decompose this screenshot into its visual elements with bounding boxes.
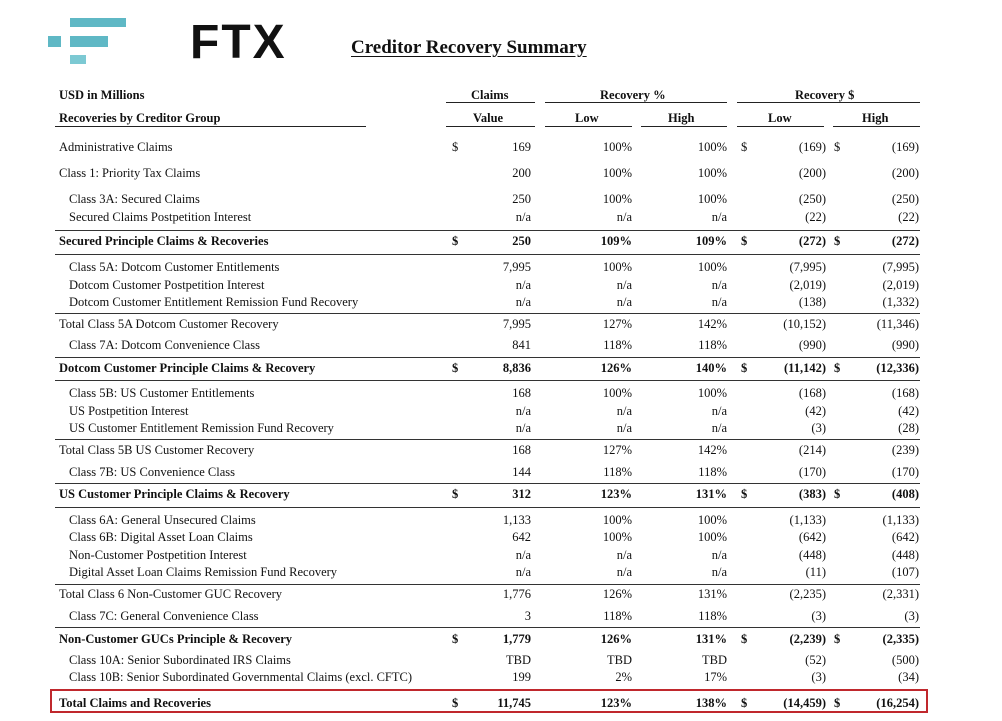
cell-ph: 100%	[697, 140, 727, 154]
cell-pl: 118%	[603, 338, 632, 352]
cell-pl: 126%	[602, 587, 632, 601]
cell-v: 199	[512, 670, 531, 684]
cell-rl: (138)	[798, 295, 826, 309]
cell-rh: (2,331)	[882, 587, 919, 601]
row-label: Non-Customer Postpetition Interest	[69, 548, 247, 562]
cell-v: 841	[512, 338, 531, 352]
cell-ph: 118%	[698, 465, 727, 479]
cell-ph: n/a	[711, 210, 727, 224]
cell-v: 1,779	[502, 632, 531, 646]
cell-pl: 123%	[600, 696, 632, 710]
cell-rl: (2,019)	[789, 278, 826, 292]
cell-pl: 126%	[600, 632, 632, 646]
cell-rh: (2,019)	[882, 278, 919, 292]
usd-high-rule	[833, 126, 920, 127]
cell-rl: (2,239)	[789, 632, 826, 646]
cell-rl: (3)	[811, 421, 826, 435]
cell-pl: n/a	[616, 295, 632, 309]
cell-pl: n/a	[616, 404, 632, 418]
row-label: Secured Claims Postpetition Interest	[69, 210, 252, 224]
cell-rh: (250)	[891, 192, 919, 206]
cell-rh: (34)	[898, 670, 919, 684]
cell-rh: (2,335)	[882, 632, 919, 646]
cell-pl: 100%	[602, 166, 632, 180]
cell-ph: 118%	[698, 338, 727, 352]
cell-rl: (3)	[811, 609, 826, 623]
cell-rh: (448)	[891, 548, 919, 562]
recovery-pct-header: Recovery %	[600, 88, 666, 102]
currency-symbol: $	[834, 361, 841, 375]
cell-rh: (28)	[898, 421, 919, 435]
row-label: Total Class 6 Non-Customer GUC Recovery	[59, 587, 283, 601]
cell-pl: 127%	[602, 443, 632, 457]
cell-ph: 100%	[697, 513, 727, 527]
page-title: Creditor Recovery Summary	[351, 37, 587, 58]
row-label: Class 6B: Digital Asset Loan Claims	[69, 530, 253, 544]
row-label: US Customer Entitlement Remission Fund Recovery	[69, 421, 334, 435]
cell-v: 168	[512, 386, 531, 400]
cell-ph: 100%	[697, 166, 727, 180]
cell-rh: (239)	[891, 443, 919, 457]
currency-symbol: $	[834, 487, 841, 501]
cell-rl: (200)	[798, 166, 826, 180]
row-separator	[55, 230, 920, 231]
cell-ph: n/a	[711, 565, 727, 579]
row-separator	[55, 439, 920, 440]
cell-rl: (52)	[805, 653, 826, 667]
row-separator	[55, 584, 920, 585]
cell-rl: (14,459)	[783, 696, 826, 710]
cell-v: 169	[512, 140, 531, 154]
brand-name: FTX	[190, 16, 287, 69]
row-label: Total Class 5B US Customer Recovery	[59, 443, 255, 457]
claims-header: Claims	[471, 88, 509, 102]
row-label: Dotcom Customer Postpetition Interest	[69, 278, 265, 292]
cell-pl: TBD	[607, 653, 632, 667]
value-header: Value	[473, 111, 504, 125]
cell-v: n/a	[515, 421, 531, 435]
cell-pl: n/a	[616, 421, 632, 435]
cell-ph: n/a	[711, 278, 727, 292]
units-label: USD in Millions	[59, 88, 145, 102]
recovery-usd-header: Recovery $	[795, 88, 855, 102]
row-separator	[55, 507, 920, 508]
cell-rl: (169)	[798, 140, 826, 154]
currency-symbol: $	[741, 361, 748, 375]
currency-symbol: $	[834, 234, 841, 248]
cell-pl: 123%	[600, 487, 632, 501]
row-label: US Postpetition Interest	[69, 404, 189, 418]
row-label: Class 7B: US Convenience Class	[69, 465, 235, 479]
cell-v: 11,745	[497, 696, 531, 710]
cell-rl: (2,235)	[789, 587, 826, 601]
currency-symbol: $	[452, 140, 459, 154]
cell-rl: (11,142)	[783, 361, 826, 375]
cell-rl: (7,995)	[789, 260, 826, 274]
cell-rh: (42)	[898, 404, 919, 418]
row-label: Total Class 5A Dotcom Customer Recovery	[59, 317, 279, 331]
cell-rh: (107)	[891, 565, 919, 579]
value-rule	[446, 126, 535, 127]
cell-rh: (1,133)	[882, 513, 919, 527]
group-header: Recoveries by Creditor Group	[59, 111, 221, 125]
cell-ph: 100%	[697, 386, 727, 400]
cell-ph: n/a	[711, 404, 727, 418]
recovery-pct-rule	[545, 102, 727, 103]
row-label: Total Claims and Recoveries	[59, 696, 211, 710]
cell-pl: 118%	[603, 609, 632, 623]
currency-symbol: $	[834, 632, 841, 646]
ftx-logo	[48, 16, 287, 69]
ftx-logo-icon	[48, 18, 128, 64]
cell-v: 642	[512, 530, 531, 544]
cell-pl: 100%	[602, 260, 632, 274]
row-label: Dotcom Customer Entitlement Remission Fund Recovery	[69, 295, 359, 309]
cell-v: 312	[512, 487, 531, 501]
cell-rl: (10,152)	[783, 317, 826, 331]
cell-rh: (3)	[904, 609, 919, 623]
cell-v: 144	[512, 465, 531, 479]
cell-rl: (448)	[798, 548, 826, 562]
cell-ph: 109%	[695, 234, 727, 248]
cell-v: 250	[512, 234, 531, 248]
cell-pl: 126%	[600, 361, 632, 375]
cell-rl: (22)	[805, 210, 826, 224]
pct-high-rule	[641, 126, 727, 127]
row-label: Class 7C: General Convenience Class	[69, 609, 259, 623]
cell-v: 3	[524, 609, 531, 623]
cell-pl: 100%	[602, 386, 632, 400]
row-separator	[55, 380, 920, 381]
cell-ph: 138%	[695, 696, 727, 710]
row-label: Class 10B: Senior Subordinated Governmental Claims (excl. CFTC)	[69, 670, 413, 684]
cell-rh: (200)	[891, 166, 919, 180]
cell-v: 8,836	[502, 361, 531, 375]
cell-rh: (500)	[891, 653, 919, 667]
cell-pl: 109%	[600, 234, 632, 248]
cell-ph: n/a	[711, 295, 727, 309]
cell-ph: n/a	[711, 421, 727, 435]
row-label: Class 6A: General Unsecured Claims	[69, 513, 256, 527]
cell-rh: (22)	[898, 210, 919, 224]
cell-rl: (250)	[798, 192, 826, 206]
row-label: Secured Principle Claims & Recoveries	[59, 234, 269, 248]
currency-symbol: $	[741, 140, 748, 154]
cell-rl: (168)	[798, 386, 826, 400]
row-label: Class 3A: Secured Claims	[69, 192, 200, 206]
row-label: Class 10A: Senior Subordinated IRS Claims	[69, 653, 291, 667]
cell-ph: 100%	[697, 192, 727, 206]
cell-v: n/a	[515, 210, 531, 224]
cell-rh: (7,995)	[882, 260, 919, 274]
currency-symbol: $	[741, 632, 748, 646]
cell-rh: (642)	[891, 530, 919, 544]
usd-low-rule	[737, 126, 824, 127]
cell-ph: 17%	[704, 670, 727, 684]
cell-ph: 131%	[697, 587, 727, 601]
currency-symbol: $	[452, 487, 459, 501]
cell-v: n/a	[515, 548, 531, 562]
currency-symbol: $	[452, 632, 459, 646]
cell-rh: (408)	[891, 487, 919, 501]
cell-rl: (383)	[798, 487, 826, 501]
row-label: Non-Customer GUCs Principle & Recovery	[59, 632, 293, 646]
cell-rh: (169)	[891, 140, 919, 154]
cell-pl: 127%	[602, 317, 632, 331]
cell-rh: (1,332)	[882, 295, 919, 309]
row-label: Administrative Claims	[59, 140, 173, 154]
cell-ph: n/a	[711, 548, 727, 562]
usd-low-header: Low	[768, 111, 792, 125]
row-separator	[55, 627, 920, 628]
cell-v: n/a	[515, 404, 531, 418]
cell-pl: 100%	[602, 513, 632, 527]
row-label: Class 5B: US Customer Entitlements	[69, 386, 255, 400]
cell-pl: 2%	[615, 670, 632, 684]
currency-symbol: $	[452, 234, 459, 248]
row-label: US Customer Principle Claims & Recovery	[59, 487, 290, 501]
cell-rl: (214)	[798, 443, 826, 457]
cell-rl: (11)	[805, 565, 826, 579]
cell-rh: (990)	[891, 338, 919, 352]
pct-low-header: Low	[575, 111, 599, 125]
cell-v: 1,133	[502, 513, 531, 527]
row-separator	[55, 357, 920, 358]
usd-high-header: High	[862, 111, 889, 125]
cell-rh: (170)	[891, 465, 919, 479]
cell-ph: 100%	[697, 530, 727, 544]
currency-symbol: $	[741, 234, 748, 248]
cell-pl: n/a	[616, 565, 632, 579]
cell-rl: (642)	[798, 530, 826, 544]
cell-ph: 140%	[695, 361, 727, 375]
total-highlight-box	[50, 689, 928, 713]
cell-pl: 100%	[602, 192, 632, 206]
cell-rl: (170)	[798, 465, 826, 479]
row-separator	[55, 483, 920, 484]
cell-ph: 100%	[697, 260, 727, 274]
cell-v: 7,995	[502, 260, 531, 274]
cell-v: 200	[512, 166, 531, 180]
recovery-usd-rule	[737, 102, 920, 103]
cell-ph: 118%	[698, 609, 727, 623]
cell-ph: 131%	[695, 632, 727, 646]
cell-pl: 100%	[602, 140, 632, 154]
cell-v: 250	[512, 192, 531, 206]
currency-symbol: $	[452, 361, 459, 375]
cell-rh: (272)	[891, 234, 919, 248]
cell-pl: 100%	[602, 530, 632, 544]
cell-pl: 118%	[603, 465, 632, 479]
cell-rh: (12,336)	[876, 361, 919, 375]
cell-rl: (990)	[798, 338, 826, 352]
pct-low-rule	[545, 126, 632, 127]
cell-v: 1,776	[502, 587, 531, 601]
cell-rl: (42)	[805, 404, 826, 418]
cell-ph: 142%	[697, 443, 727, 457]
cell-ph: TBD	[702, 653, 727, 667]
row-label: Class 1: Priority Tax Claims	[59, 166, 201, 180]
currency-symbol: $	[741, 487, 748, 501]
currency-symbol: $	[834, 140, 841, 154]
pct-high-header: High	[668, 111, 695, 125]
cell-rh: (16,254)	[876, 696, 919, 710]
row-separator	[55, 313, 920, 314]
cell-v: n/a	[515, 295, 531, 309]
group-rule	[55, 126, 366, 127]
cell-rl: (3)	[811, 670, 826, 684]
cell-pl: n/a	[616, 278, 632, 292]
cell-rl: (1,133)	[789, 513, 826, 527]
row-label: Class 7A: Dotcom Convenience Class	[69, 338, 260, 352]
row-label: Dotcom Customer Principle Claims & Recovery	[59, 361, 316, 375]
cell-v: 7,995	[502, 317, 531, 331]
cell-v: n/a	[515, 278, 531, 292]
claims-rule	[446, 102, 535, 103]
cell-rh: (168)	[891, 386, 919, 400]
cell-rh: (11,346)	[876, 317, 919, 331]
currency-symbol: $	[834, 696, 841, 710]
currency-symbol: $	[452, 696, 459, 710]
cell-v: n/a	[515, 565, 531, 579]
cell-v: TBD	[506, 653, 531, 667]
cell-pl: n/a	[616, 548, 632, 562]
row-label: Digital Asset Loan Claims Remission Fund Recovery	[69, 565, 338, 579]
row-label: Class 5A: Dotcom Customer Entitlements	[69, 260, 280, 274]
cell-ph: 142%	[697, 317, 727, 331]
cell-pl: n/a	[616, 210, 632, 224]
row-separator	[55, 254, 920, 255]
cell-ph: 131%	[695, 487, 727, 501]
currency-symbol: $	[741, 696, 748, 710]
cell-rl: (272)	[798, 234, 826, 248]
cell-v: 168	[512, 443, 531, 457]
